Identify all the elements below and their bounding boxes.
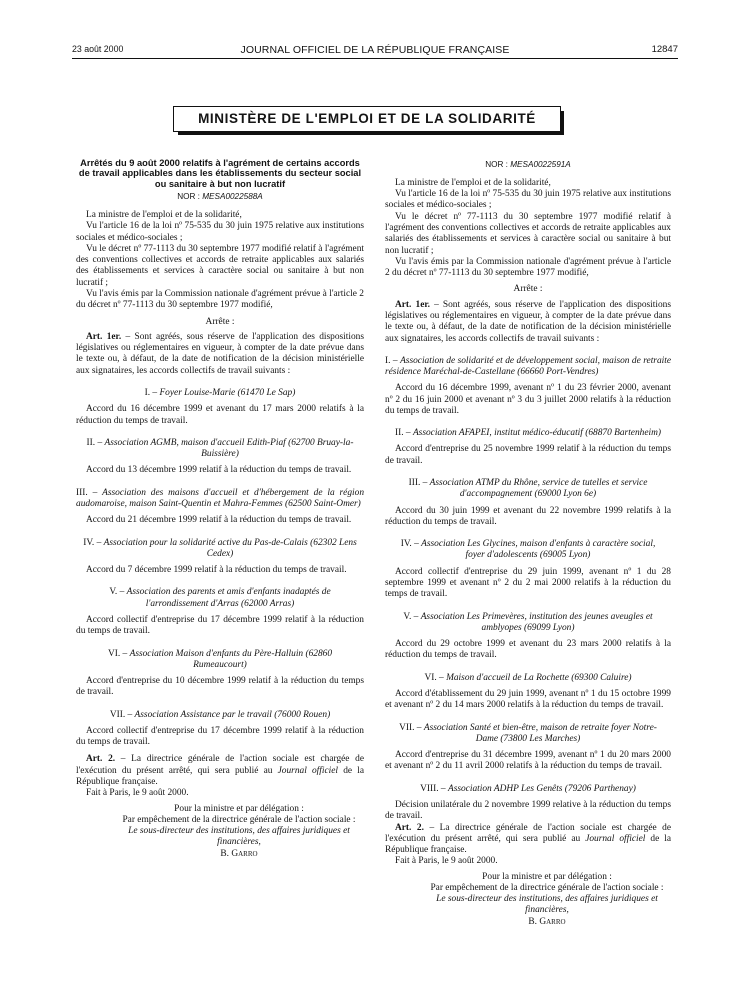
- signature-line: Pour la ministre et par délégation :: [482, 871, 612, 882]
- section-heading: VI. – Maison d'accueil de La Rochette (69300 Caluire): [424, 672, 632, 683]
- preamble-line: Vu l'avis émis par la Commission nationale d'agrément prévue à l'article 2 du décret nº 77-1113 du 30 septembre 1977 modifié,: [385, 256, 671, 279]
- section-heading: IV. – Association Les Glycines, maison d'enfants à caractère social, foyer d'adolescents (69005 Lyon): [400, 539, 656, 561]
- section-heading: VII. – Association Assistance par le travail (76000 Rouen): [109, 709, 331, 720]
- publication-date: 23 août 2000: [72, 44, 124, 54]
- signatory-name: B. Garro: [528, 916, 566, 927]
- section-text: Accord du 13 décembre 1999 relatif à la réduction du temps de travail.: [86, 465, 352, 476]
- article-1: [385, 300, 671, 345]
- journal-title: JOURNAL OFFICIEL DE LA RÉPUBLIQUE FRANÇAISE: [240, 44, 510, 56]
- section-heading: V. – Association des parents et amis d'enfants inadaptés de l'arrondissement d'Arras (62000 Arras): [109, 587, 331, 609]
- left-column: [76, 158, 364, 860]
- header-rule: [72, 58, 678, 59]
- section-heading: II. – Association AGMB, maison d'accueil Edith-Piaf (62700 Bruay-la-Buissière): [86, 437, 354, 460]
- preamble-line: Vu le décret nº 77-1113 du 30 septembre 1977 modifié relatif à l'agrément des conventions collectives et accords de retraite applicables aux salariés des établissements et services à caractère social ou sanitaire à but non lucratif ;: [76, 243, 364, 288]
- nor-label: NOR :: [485, 160, 508, 169]
- page-header: [72, 44, 678, 58]
- section-text: Accord du 7 décembre 1999 relatif à la réduction du temps de travail.: [86, 565, 347, 576]
- signatory-name: B. Garro: [220, 848, 258, 859]
- right-column: [385, 158, 671, 928]
- section-heading: IV. – Association pour la solidarité active du Pas-de-Calais (62302 Lens Cedex): [83, 537, 357, 559]
- signing-place-date: Fait à Paris, le 9 août 2000.: [86, 788, 189, 799]
- article-1-label: Art. 1er.: [395, 299, 430, 310]
- section-text: Accord collectif d'entreprise du 17 décembre 1999 relatif à la réduction du temps de travail.: [76, 725, 364, 748]
- preamble-line: La ministre de l'emploi et de la solidarité,: [86, 210, 242, 221]
- article-1-label: Art. 1er.: [86, 331, 122, 342]
- preamble-line: Vu l'article 16 de la loi nº 75-535 du 30 juin 1975 relative aux institutions sociales et médico-sociales ;: [76, 221, 364, 243]
- section-heading: III. – Association ATMP du Rhône, service de tutelles et service d'accompagnement (69000 Lyon 6e): [408, 478, 648, 500]
- section-heading: I. – Association de solidarité et de développement social, maison de retraite résidence Maréchal-de-Castellane (66660 Port-Vendres): [385, 355, 671, 378]
- section-text: Accord d'entreprise du 31 décembre 1999, avenant nº 1 du 20 mars 2000 et avenant nº 2 du 11 avril 2000 relatifs à la réduction du temps de travail.: [385, 750, 671, 772]
- decree-title: Arrêtés du 9 août 2000 relatifs à l'agrément de certains accords de travail applicables dans les établissements du secteur social ou sanitaire à but non lucratif: [78, 158, 362, 189]
- signature-block: [385, 872, 671, 928]
- section-text: Accord d'entreprise du 25 novembre 1999 relatif à la réduction du temps de travail.: [385, 444, 671, 466]
- nor-code: MESA0022588A: [202, 192, 263, 202]
- section-heading: I. – Foyer Louise-Marie (61470 Le Sap): [144, 388, 296, 398]
- article-2: Art. 2. – La directrice générale de l'action sociale est chargée de l'exécution du présent arrêté, qui sera publié au Journal officiel de la République française.: [385, 822, 671, 856]
- section-heading: VIII. – Association ADHP Les Genêts (79206 Parthenay): [420, 783, 636, 794]
- signature-line: Le sous-directeur des institutions, des affaires juridiques et financières,: [128, 826, 350, 848]
- ministry-title: MINISTÈRE DE L'EMPLOI ET DE LA SOLIDARITÉ: [198, 111, 536, 126]
- article-2-label: Art. 2.: [395, 822, 424, 833]
- signature-line: Par empêchement de la directrice générale de l'action sociale :: [430, 882, 664, 893]
- signature-line: Par empêchement de la directrice générale de l'action sociale :: [122, 814, 356, 825]
- section-heading: VII. – Association Santé et bien-être, maison de retraite foyer Notre-Dame (73800 Les Marches): [399, 722, 657, 744]
- preamble-line: Vu l'avis émis par la Commission nationale d'agrément prévue à l'article 2 du décret nº 77-1113 du 30 septembre 1977 modifié,: [76, 289, 364, 311]
- ministry-box: [173, 106, 561, 132]
- article-1: [76, 332, 364, 377]
- ministry-banner: [173, 106, 563, 134]
- nor-code: MESA0022591A: [510, 160, 571, 169]
- preamble-line: Vu le décret nº 77-1113 du 30 septembre 1977 modifié relatif à l'agrément des conventions collectives et accords de retraite applicables aux salariés des établissements et services à caractère social ou sanitaire à but non lucratif ;: [385, 211, 671, 256]
- signature-line: Le sous-directeur des institutions, des affaires juridiques et financières,: [436, 894, 658, 916]
- section-text: Accord du 21 décembre 1999 relatif à la réduction du temps de travail.: [86, 515, 352, 526]
- preamble-line: La ministre de l'emploi et de la solidarité,: [395, 177, 551, 188]
- nor-label: NOR :: [177, 192, 200, 202]
- section-text: Accord du 30 juin 1999 et avenant du 22 novembre 1999 relatifs à la réduction du temps de travail.: [385, 505, 671, 527]
- section-heading: III. – Association des maisons d'accueil et d'hébergement de la région audomaroise, maison Saint-Quentin et Mahra-Femmes (62500 Saint-Omer): [76, 487, 365, 509]
- signature-line: Pour la ministre et par délégation :: [174, 803, 304, 814]
- section-text: Accord du 16 décembre 1999, avenant nº 1 du 23 février 2000, avenant nº 2 du 16 juin 2000 et avenant nº 3 du 3 juillet 2000 relatifs à la réduction du temps de travail.: [385, 383, 671, 416]
- article-1-text: – Sont agréés, sous réserve de l'application des dispositions législatives ou réglementaires en vigueur, à compter de la date prévue dans le texte ou, à défaut, de la date de notification de la décision ministérielle aux signataires, les accords collectifs de travail suivants :: [385, 299, 671, 344]
- article-2: Art. 2. – La directrice générale de l'action sociale est chargée de l'exécution du présent arrêté, qui sera publié au Journal officiel de la République française.: [76, 754, 364, 788]
- nor-reference: [385, 160, 671, 170]
- section-text: Accord d'établissement du 29 juin 1999, avenant nº 1 du 15 octobre 1999 et avenant nº 2 du 14 mars 2000 relatifs à la réduction du temps de travail.: [385, 688, 671, 711]
- article-1-text: – Sont agréés, sous réserve de l'application des dispositions législatives ou réglementaires en vigueur, à compter de la date prévue dans le texte ou, à défaut, de la date de notification de la décision ministérielle aux signataires, les accords collectifs de travail suivants :: [76, 331, 364, 376]
- nor-reference: [76, 192, 364, 202]
- page-number: 12847: [651, 44, 678, 55]
- section-text: Accord collectif d'entreprise du 29 juin 1999, avenant nº 1 du 28 septembre 1999 et avenant nº 2 du 2 mai 2000 relatifs à la réduction du temps de travail.: [385, 566, 671, 600]
- signing-place-date: Fait à Paris, le 9 août 2000.: [395, 856, 498, 867]
- section-heading: V. – Association Les Primevères, institution des jeunes aveugles et amblyopes (69099 Lyon): [403, 611, 653, 633]
- section-text: Décision unilatérale du 2 novembre 1999 relative à la réduction du temps de travail.: [385, 799, 671, 822]
- preamble-line: Vu l'article 16 de la loi nº 75-535 du 30 juin 1975 relative aux institutions sociales et médico-sociales ;: [385, 189, 671, 211]
- article-2-label: Art. 2.: [86, 754, 116, 765]
- section-heading: VI. – Association Maison d'enfants du Père-Halluin (62860 Rumeaucourt): [107, 648, 333, 670]
- arrete-label: Arrête :: [513, 284, 543, 295]
- section-text: Accord du 16 décembre 1999 et avenant du 17 mars 2000 relatifs à la réduction du temps de travail.: [76, 404, 364, 426]
- section-text: Accord du 29 octobre 1999 et avenant du 23 mars 2000 relatifs à la réduction du temps de travail.: [385, 639, 671, 661]
- arrete-label: Arrête :: [205, 316, 235, 327]
- section-heading: II. – Association AFAPEI, institut médico-éducatif (68870 Bartenheim): [394, 428, 661, 439]
- signature-block: [76, 804, 364, 860]
- section-text: Accord collectif d'entreprise du 17 décembre 1999 relatif à la réduction du temps de travail.: [76, 614, 364, 637]
- section-text: Accord d'entreprise du 10 décembre 1999 relatif à la réduction du temps de travail.: [76, 676, 364, 698]
